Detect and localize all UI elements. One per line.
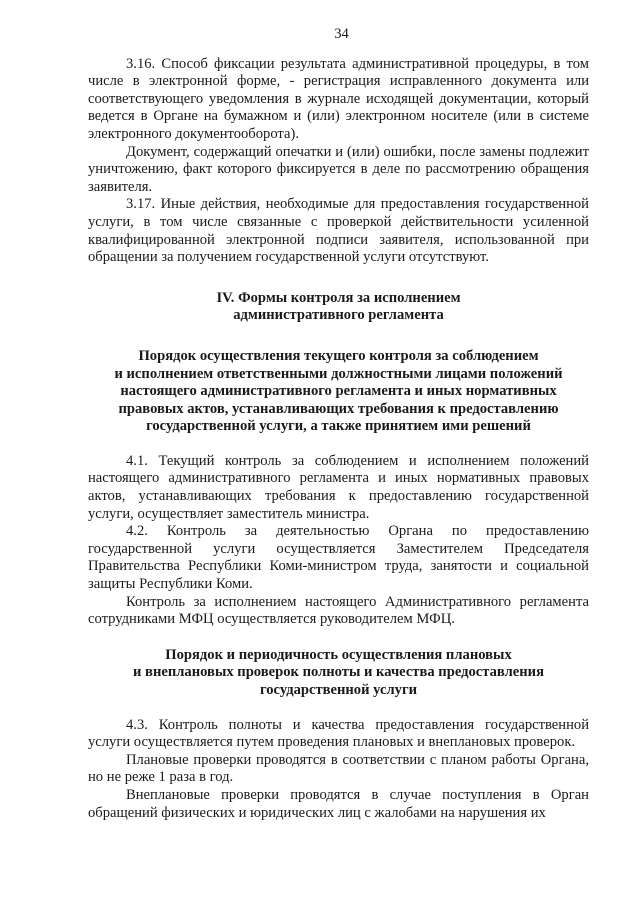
paragraph-4-2: 4.2. Контроль за деятельностью Органа по предоставлению государственной услуги осуществляется Заместителем Председателя Правительства Республики Коми-министром труда, занятости и социальной защиты Республики Коми. — [88, 523, 589, 593]
heading-line: административного регламента — [233, 307, 444, 324]
sub-heading-current-control — [88, 348, 589, 436]
heading-line: правовых актов, устанавливающих требования к предоставлению — [118, 400, 559, 417]
heading-line: государственной услуги, а также принятием ими решений — [146, 418, 531, 435]
heading-line: IV. Формы контроля за исполнением — [216, 289, 461, 306]
heading-line: Порядок осуществления текущего контроля за соблюдением — [138, 347, 539, 364]
paragraph-planned-inspections: Плановые проверки проводятся в соответствии с планом работы Органа, но не реже 1 раза в год. — [88, 751, 589, 786]
paragraph-4-1: 4.1. Текущий контроль за соблюдением и исполнением положений настоящего административного регламента и иных нормативных правовых актов, устанавливающих требования к предоставлению государственной услуги, осуществляет заместитель министра. — [88, 452, 589, 522]
paragraph-document-destruction: Документ, содержащий опечатки и (или) ошибки, после замены подлежит уничтожению, факт которого фиксируется в деле по рассмотрению обращения заявителя. — [88, 143, 589, 195]
heading-line: и исполнением ответственными должностными лицами положений — [114, 365, 563, 382]
paragraph-4-3: 4.3. Контроль полноты и качества предоставления государственной услуги осуществляется путем проведения плановых и внеплановых проверок. — [88, 716, 589, 751]
paragraph-3-16: 3.16. Способ фиксации результата административной процедуры, в том числе в электронной форме, - регистрация исправленного документа или соответствующего уведомления в журнале исходящей документации, который ведется в Органе на бумажном и (или) электронном носителе (или в системе электронного документооборота). — [88, 55, 589, 142]
paragraph-3-17: 3.17. Иные действия, необходимые для предоставления государственной услуги, в том числе связанные с проверкой действительности усиленной квалифицированной электронной подписи заявителя, использованной при обращении за получением государственной услуги отсутствуют. — [88, 196, 589, 266]
paragraph-mfc-control: Контроль за исполнением настоящего Административного регламента сотрудниками МФЦ осуществляется руководителем МФЦ. — [88, 593, 589, 628]
heading-line: и внеплановых проверок полноты и качества предоставления — [133, 664, 544, 681]
page-number: 34 — [334, 26, 349, 42]
heading-line: настоящего административного регламента и иных нормативных — [120, 383, 557, 400]
heading-line: государственной услуги — [259, 682, 418, 698]
section-heading-iv — [88, 290, 589, 325]
sub-heading-inspections — [88, 647, 589, 700]
heading-line: Порядок и периодичность осуществления плановых — [165, 646, 512, 663]
paragraph-unplanned-inspections: Внеплановые проверки проводятся в случае поступления в Орган обращений физических и юридических лиц с жалобами на нарушения их — [88, 786, 589, 821]
